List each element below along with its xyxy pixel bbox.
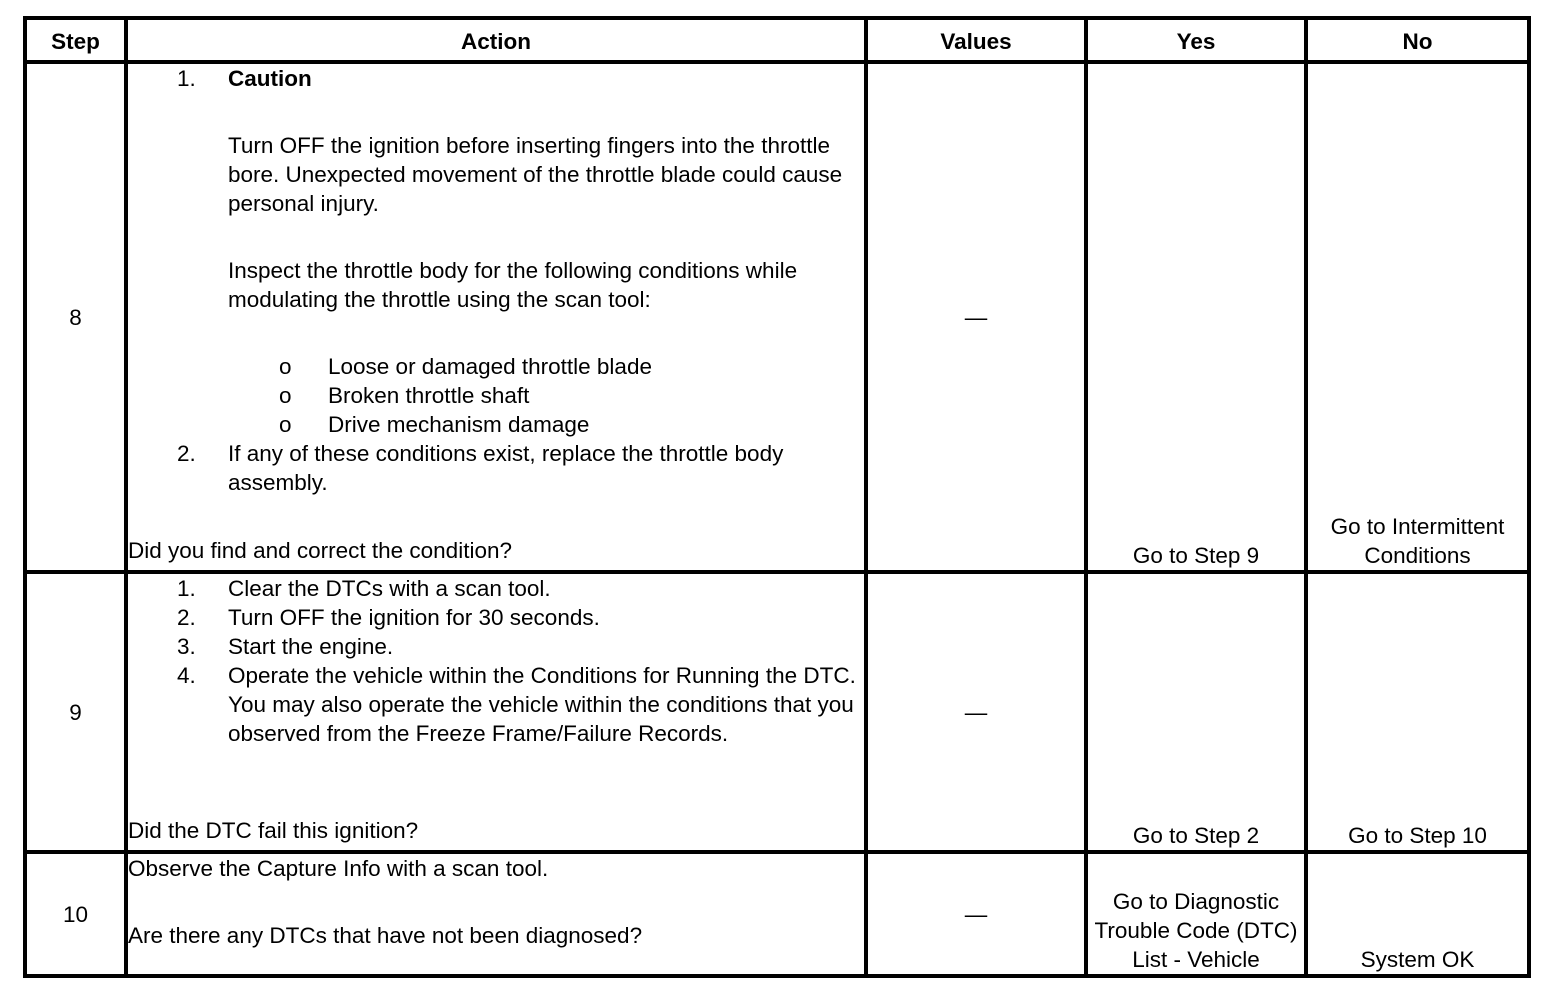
list-text: Start the engine. — [228, 634, 394, 659]
header-values: Values — [866, 18, 1086, 62]
question-text: Did you find and correct the condition? — [128, 538, 512, 563]
condition-bullets — [128, 352, 864, 439]
bullet-text: Broken throttle shaft — [328, 383, 530, 408]
action-cell — [126, 62, 866, 572]
step-number: 9 — [25, 572, 126, 852]
no-cell: System OK — [1306, 852, 1529, 976]
caution-title: Caution — [228, 66, 312, 91]
list-item — [128, 603, 864, 632]
diagnostic-table — [23, 16, 1531, 978]
yes-cell: Go to Step 2 — [1086, 572, 1306, 852]
list-item — [228, 352, 864, 381]
header-action: Action — [126, 18, 866, 62]
list-text: Operate the vehicle within the Conditions for Running the DTC. You may also operate the vehicle within the conditions that you observed from the Freeze Frame/Failure Records. — [228, 663, 856, 746]
list-item — [128, 64, 864, 314]
table-row-step-8 — [25, 62, 1529, 572]
yes-cell: Go to Step 9 — [1086, 62, 1306, 572]
action-cell — [126, 572, 866, 852]
header-row — [25, 18, 1529, 62]
list-item — [228, 381, 864, 410]
caution-text: Turn OFF the ignition before inserting fingers into the throttle bore. Unexpected movement of the throttle blade could cause personal injury. — [228, 133, 843, 216]
values-cell: — — [866, 852, 1086, 976]
table-row-step-9 — [25, 572, 1529, 852]
step-number: 8 — [25, 62, 126, 572]
instruction-text: Observe the Capture Info with a scan tool. — [128, 856, 549, 881]
list-number: 1. — [177, 576, 196, 601]
list-item — [128, 439, 864, 497]
header-yes: Yes — [1086, 18, 1306, 62]
list-number: 1. — [177, 66, 196, 91]
list-text: Turn OFF the ignition for 30 seconds. — [228, 605, 600, 630]
list-item — [128, 661, 864, 748]
no-cell: Go to Step 10 — [1306, 572, 1529, 852]
question-text: Are there any DTCs that have not been diagnosed? — [128, 923, 643, 948]
question-text: Did the DTC fail this ignition? — [128, 818, 419, 843]
table-row-step-10 — [25, 852, 1529, 976]
action-list — [128, 574, 864, 748]
action-list — [128, 64, 864, 497]
bullet-text: Loose or damaged throttle blade — [328, 354, 652, 379]
header-step: Step — [25, 18, 126, 62]
list-text: If any of these conditions exist, replace the throttle body assembly. — [228, 441, 784, 495]
list-number: 4. — [177, 663, 196, 688]
list-item — [128, 574, 864, 603]
bullet-symbol: o — [279, 412, 292, 437]
bullet-symbol: o — [279, 354, 292, 379]
inspect-text: Inspect the throttle body for the following conditions while modulating the throttle using the scan tool: — [228, 258, 798, 312]
list-text: Clear the DTCs with a scan tool. — [228, 576, 551, 601]
list-item — [228, 410, 864, 439]
bullet-symbol: o — [279, 383, 292, 408]
list-number: 3. — [177, 634, 196, 659]
values-cell: — — [866, 572, 1086, 852]
header-no: No — [1306, 18, 1529, 62]
list-number: 2. — [177, 441, 196, 466]
list-item — [128, 632, 864, 661]
action-cell — [126, 852, 866, 976]
values-cell: — — [866, 62, 1086, 572]
bullet-text: Drive mechanism damage — [328, 412, 590, 437]
yes-cell: Go to Diagnostic Trouble Code (DTC) List - Vehicle — [1086, 852, 1306, 976]
step-number: 10 — [25, 852, 126, 976]
list-number: 2. — [177, 605, 196, 630]
no-cell: Go to Intermittent Conditions — [1306, 62, 1529, 572]
